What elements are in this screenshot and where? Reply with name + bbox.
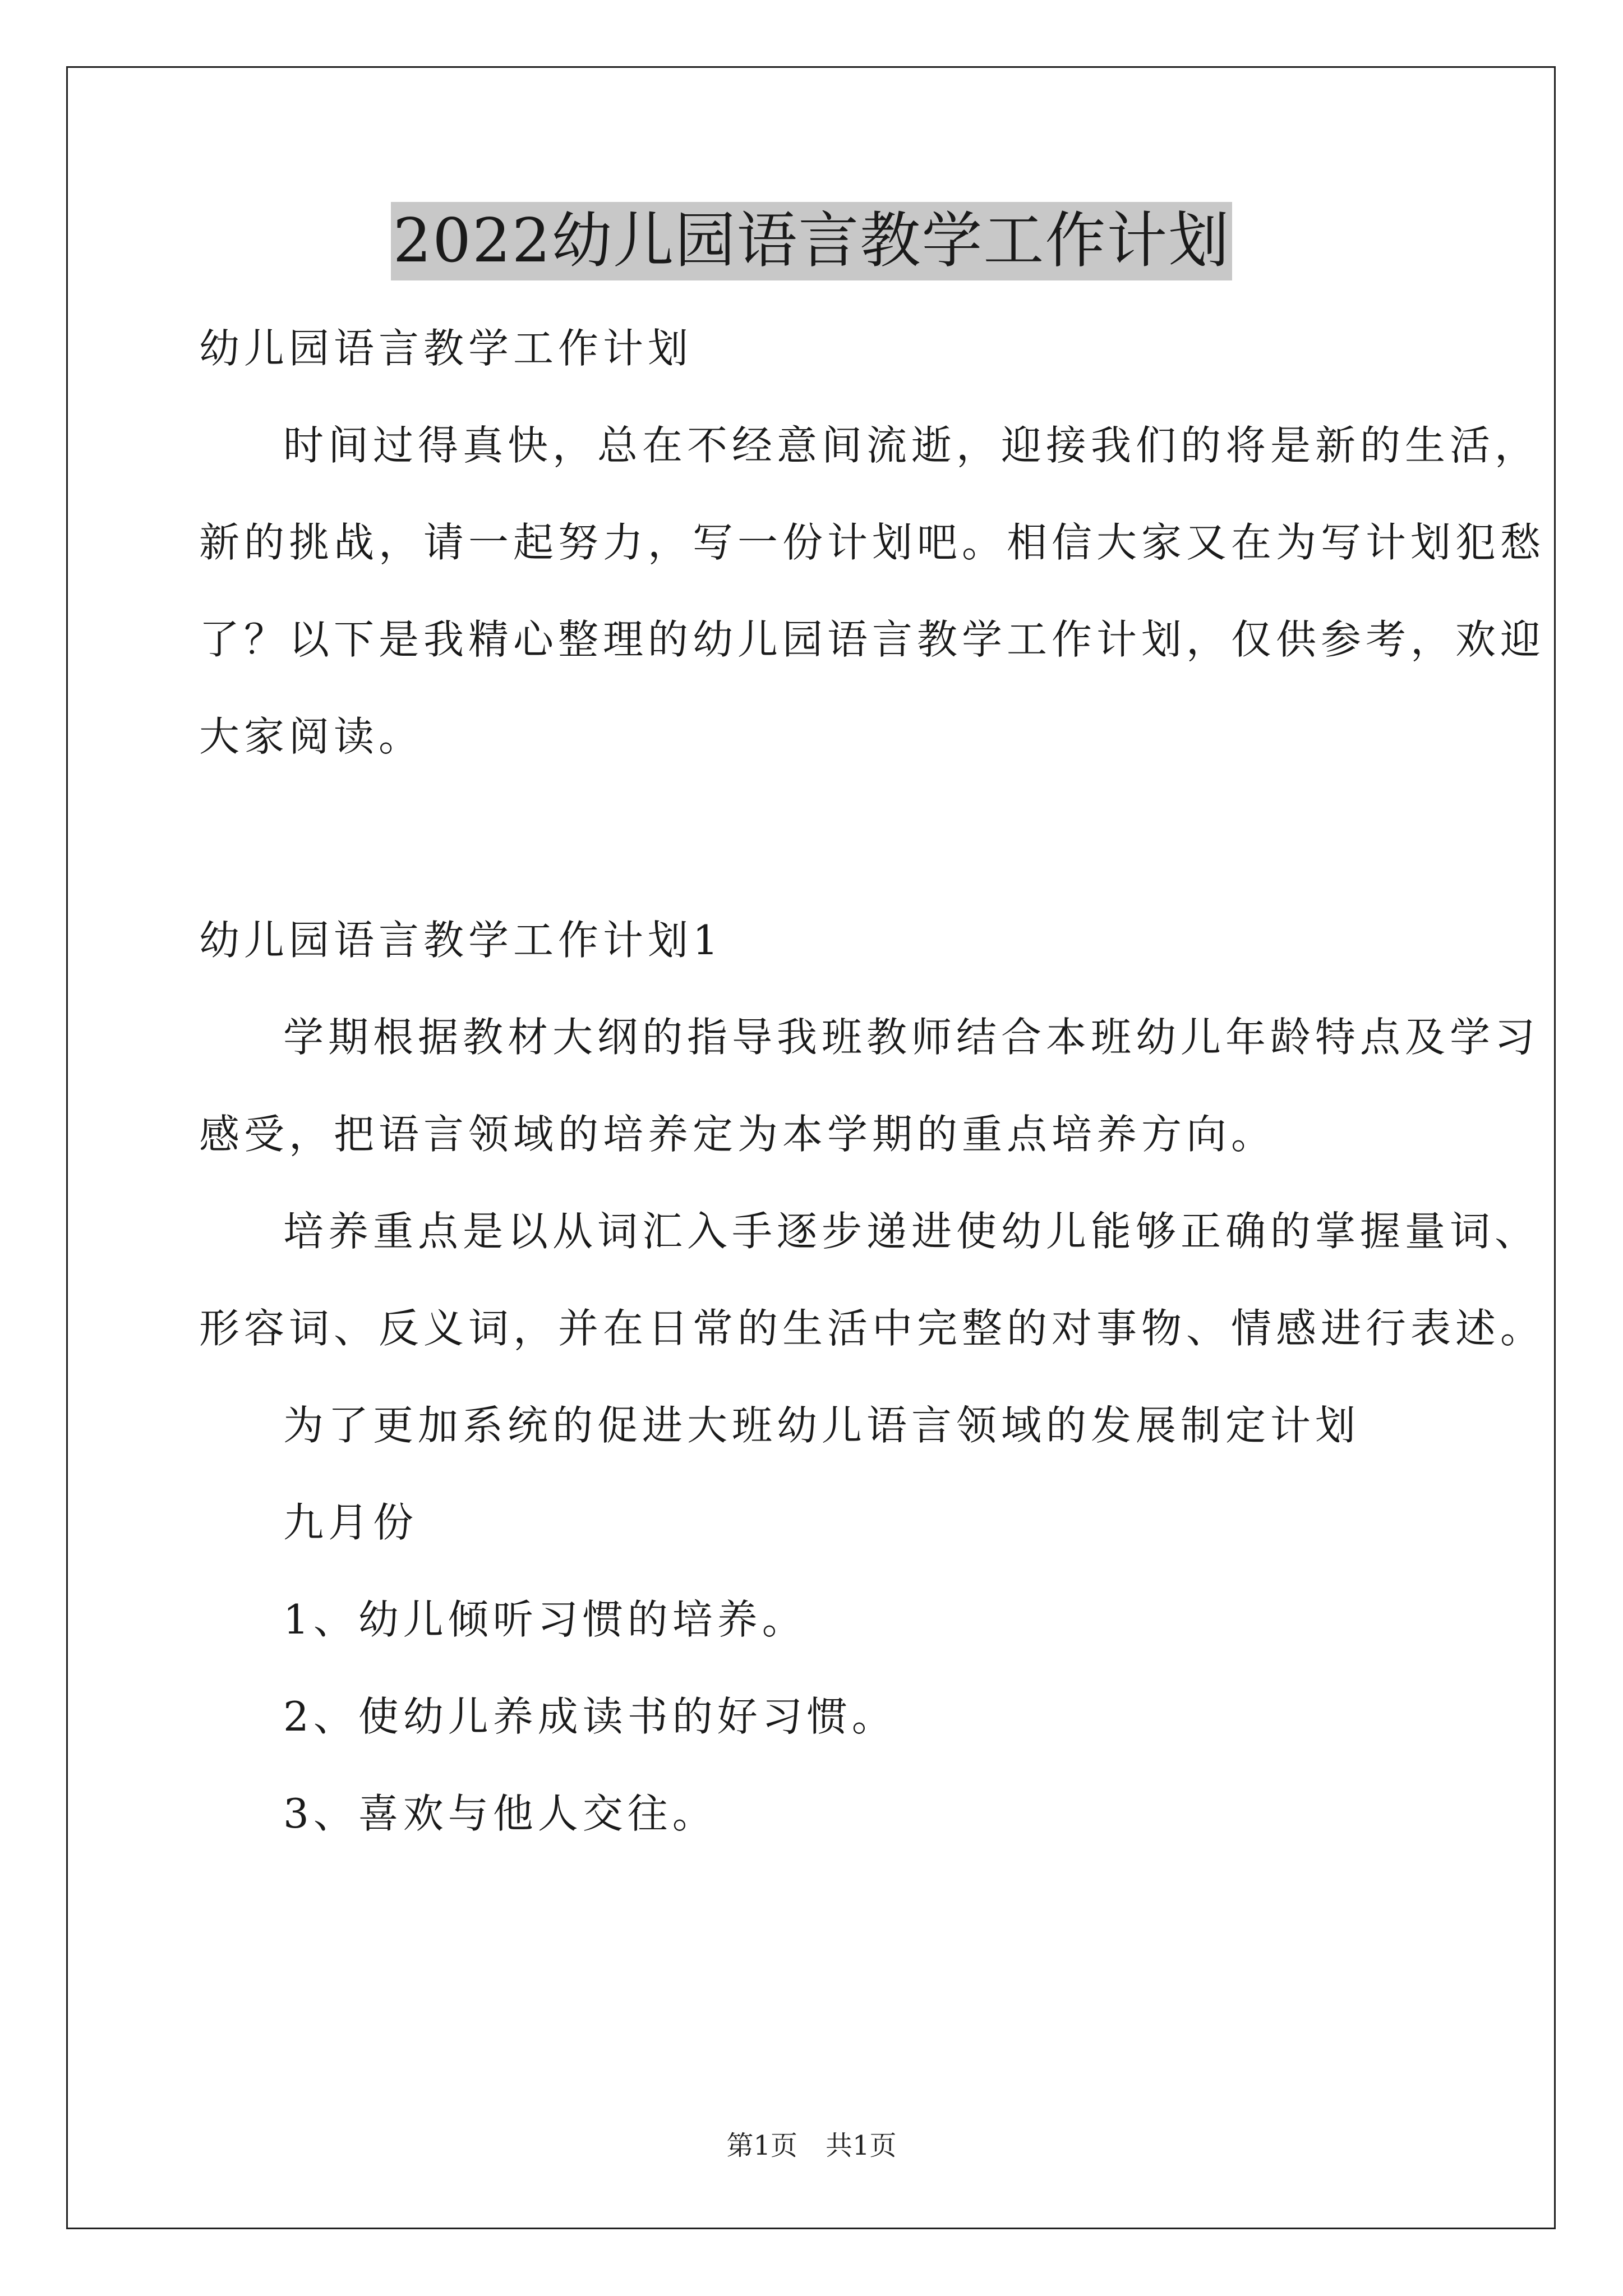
paragraph-line: 大家阅读。 [199,713,424,760]
paragraph-line: 新的挑战，请一起努力，写一份计划吧。相信大家又在为写计划犯愁 [199,519,1546,566]
title-container [0,202,1623,280]
paragraph-line: 学期根据教材大纲的指导我班教师结合本班幼儿年龄特点及学习 [283,1014,1540,1061]
paragraph-line: 培养重点是以从词汇入手逐步递进使幼儿能够正确的掌握量词、 [283,1208,1540,1255]
page-number-total: 共1页 [826,2130,897,2161]
paragraph-line: 了？以下是我精心整理的幼儿园语言教学工作计划，仅供参考，欢迎 [199,616,1546,663]
page-footer [0,2129,1623,2162]
paragraph-line: 时间过得真快，总在不经意间流逝，迎接我们的将是新的生活， [283,422,1540,469]
paragraph-gap [199,785,1433,892]
page-number-current: 第1页 [726,2130,797,2161]
month-heading: 九月份 [283,1499,418,1546]
list-item: 2、使幼儿养成读书的好习惯。 [283,1693,897,1740]
list-item: 3、喜欢与他人交往。 [283,1790,717,1837]
paragraph-line: 感受，把语言领域的培养定为本学期的重点培养方向。 [199,1111,1276,1158]
paragraph-line: 为了更加系统的促进大班幼儿语言领域的发展制定计划 [283,1402,1361,1449]
paragraph-line: 形容词、反义词，并在日常的生活中完整的对事物、情感进行表述。 [199,1305,1546,1352]
section-heading: 幼儿园语言教学工作计划1 [199,917,723,964]
list-item: 1、幼儿倾听习惯的培养。 [283,1596,807,1643]
document-body [199,300,1546,1862]
section-heading: 幼儿园语言教学工作计划 [199,325,693,372]
document-title: 2022幼儿园语言教学工作计划 [391,202,1233,280]
